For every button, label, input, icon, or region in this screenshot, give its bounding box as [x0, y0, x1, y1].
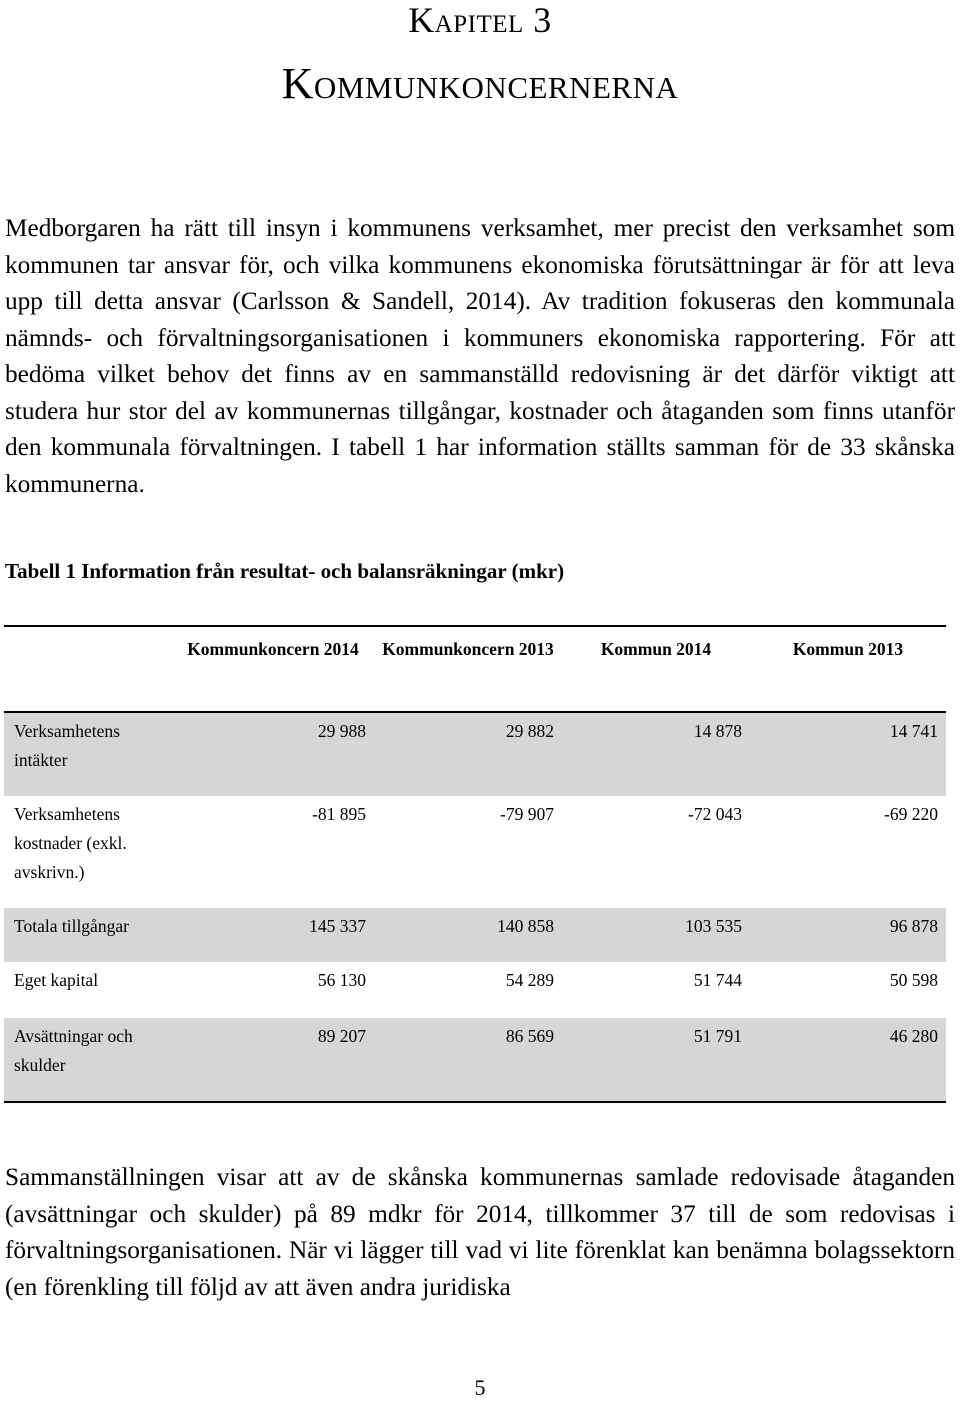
chapter-title: Kommunkoncernerna — [281, 59, 679, 108]
table-header-cell: Kommun 2013 — [792, 639, 904, 659]
row-label: Verksamhetens kostnader (exkl. avskrivn.) — [14, 804, 127, 882]
table-cell: -81 895 — [312, 804, 366, 824]
table-cell: 89 207 — [172, 1018, 374, 1102]
table-row — [4, 796, 946, 908]
table-cell: -69 220 — [884, 804, 938, 824]
chapter-label: Kapitel 3 — [408, 0, 552, 40]
table-cell: 54 289 — [505, 970, 554, 990]
table-caption: Tabell 1 Information från resultat- och balansräkningar (mkr) — [5, 559, 565, 583]
table-cell: 51 791 — [562, 1018, 750, 1102]
table-cell: 103 535 — [562, 908, 750, 962]
table-header-cell: Kommun 2014 — [600, 639, 712, 659]
table-row — [4, 962, 946, 1018]
table-cell: 29 988 — [172, 712, 374, 796]
table-cell: 46 280 — [750, 1018, 946, 1102]
table-row — [4, 712, 946, 796]
page-number: 5 — [474, 1375, 486, 1400]
table-row — [4, 1018, 946, 1102]
body-paragraph-summary: Sammanställningen visar att av de skånska kommunernas samlade redovisade åtaganden (avsättningar och skulder) på 89 mdkr för 2014, tillkommer 37 till de som redovisas i förvaltningsorganisationen. När vi lägger till vad vi lite förenklat kan benämna bolagssektorn (en förenkling till följd av att även andra juridiska — [5, 1163, 955, 1301]
table-header-cell: Kommunkoncern 2014 — [187, 639, 359, 659]
row-label: Eget kapital — [14, 970, 99, 990]
table-header-stub — [4, 626, 172, 712]
table-cell: -72 043 — [688, 804, 742, 824]
row-label: Totala tillgångar — [4, 908, 172, 962]
table-row — [4, 908, 946, 962]
table-cell: 145 337 — [172, 908, 374, 962]
table-cell: 96 878 — [750, 908, 946, 962]
table-cell: -79 907 — [500, 804, 554, 824]
body-paragraph-intro: Medborgaren ha rätt till insyn i kommunens verksamhet, mer precist den verksamhet som kommunen tar ansvar för, och vilka kommunens ekonomiska förutsättningar är för att leva upp till detta ansvar (Carlsson & Sandell, 2014). Av tradition fokuseras den kommunala nämnds- och förvaltningsorganisationen i kommuners ekonomiska rapportering. För att bedöma vilket behov det finns av en sammanställd redovisning är det därför viktigt att studera hur stor del av kommunernas tillgångar, kostnader och åtaganden som finns utanför den kommunala förvaltningen. I tabell 1 har information ställts samman för de 33 skånska kommunerna. — [5, 214, 955, 498]
table-cell: 51 744 — [693, 970, 742, 990]
table-cell: 29 882 — [374, 712, 562, 796]
table-cell: 86 569 — [374, 1018, 562, 1102]
table-cell: 14 741 — [750, 712, 946, 796]
row-label: Verksamhetens intäkter — [4, 712, 172, 796]
table-cell: 14 878 — [562, 712, 750, 796]
table-header-cell: Kommunkoncern 2013 — [382, 639, 554, 659]
table-cell: 50 598 — [889, 970, 938, 990]
table-cell: 140 858 — [374, 908, 562, 962]
table-header-row — [4, 626, 946, 712]
table-cell: 56 130 — [317, 970, 366, 990]
financial-table — [4, 625, 946, 1103]
row-label: Avsättningar och skulder — [4, 1018, 172, 1102]
